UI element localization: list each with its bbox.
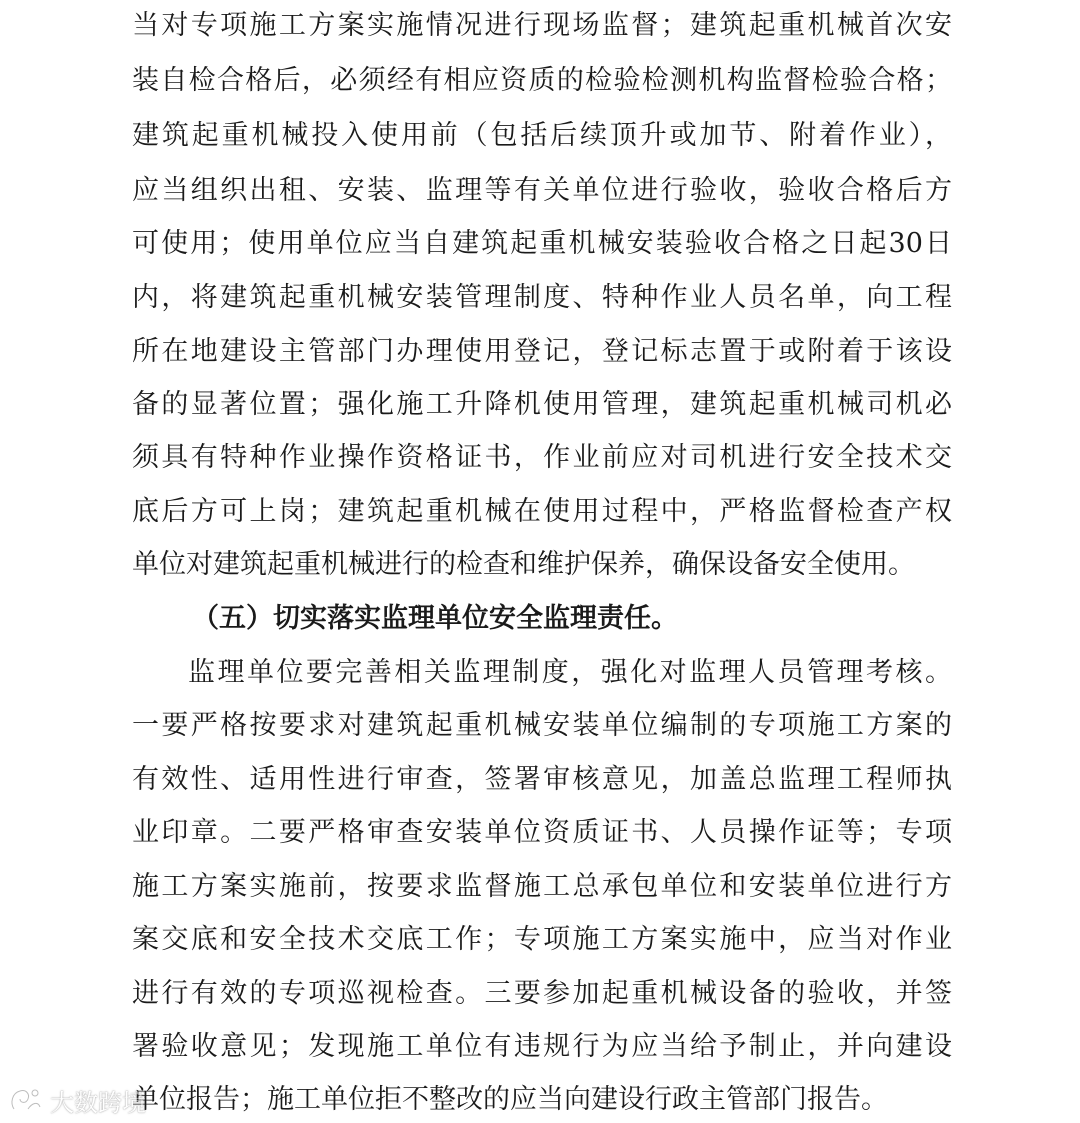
brand-logo-icon (8, 1085, 44, 1115)
watermark (8, 1080, 146, 1120)
paragraph-line: 监理单位要完善相关监理制度，强化对监理人员管理考核。 (188, 657, 952, 688)
watermark-text: 大数跨境 (50, 1088, 146, 1117)
paragraph-line: 施工方案实施前，按要求监督施工总承包单位和安装单位进行方 (132, 871, 952, 902)
paragraph-line: 底后方可上岗；建筑起重机械在使用过程中，严格监督检查产权 (132, 496, 952, 527)
paragraph-line: 应当组织出租、安装、监理等有关单位进行验收，验收合格后方 (132, 175, 952, 206)
paragraph-line: 所在地建设主管部门办理使用登记，登记标志置于或附着于该设 (132, 336, 952, 367)
paragraph-line: 业印章。二要严格审查安装单位资质证书、人员操作证等；专项 (132, 817, 952, 848)
paragraph-line: 署验收意见；发现施工单位有违规行为应当给予制止，并向建设 (132, 1031, 952, 1062)
paragraph-line: 案交底和安全技术交底工作；专项施工方案实施中，应当对作业 (132, 924, 952, 955)
paragraph-line: 须具有特种作业操作资格证书，作业前应对司机进行安全技术交 (132, 442, 952, 473)
paragraph-line: 装自检合格后，必须经有相应资质的检验检测机构监督检验合格； (132, 65, 952, 96)
paragraph-line: 可使用；使用单位应当自建筑起重机械安装验收合格之日起30日 (132, 228, 952, 259)
paragraph-line: 一要严格按要求对建筑起重机械安装单位编制的专项施工方案的 (132, 710, 952, 741)
paragraph-line: 建筑起重机械投入使用前（包括后续顶升或加节、附着作业）， (132, 120, 952, 151)
paragraph-line: 内，将建筑起重机械安装管理制度、特种作业人员名单，向工程 (132, 282, 952, 313)
paragraph-line: 备的显著位置；强化施工升降机使用管理，建筑起重机械司机必 (132, 389, 952, 420)
paragraph-line: 当对专项施工方案实施情况进行现场监督；建筑起重机械首次安 (132, 10, 952, 41)
section-heading: （五）切实落实监理单位安全监理责任。 (192, 603, 678, 634)
paragraph-line: 进行有效的专项巡视检查。三要参加起重机械设备的验收，并签 (132, 978, 952, 1009)
paragraph-line: 单位对建筑起重机械进行的检查和维护保养，确保设备安全使用。 (132, 549, 915, 580)
paragraph-line: 有效性、适用性进行审查，签署审核意见，加盖总监理工程师执 (132, 764, 952, 795)
paragraph-line: 单位报告；施工单位拒不整改的应当向建设行政主管部门报告。 (132, 1084, 888, 1115)
